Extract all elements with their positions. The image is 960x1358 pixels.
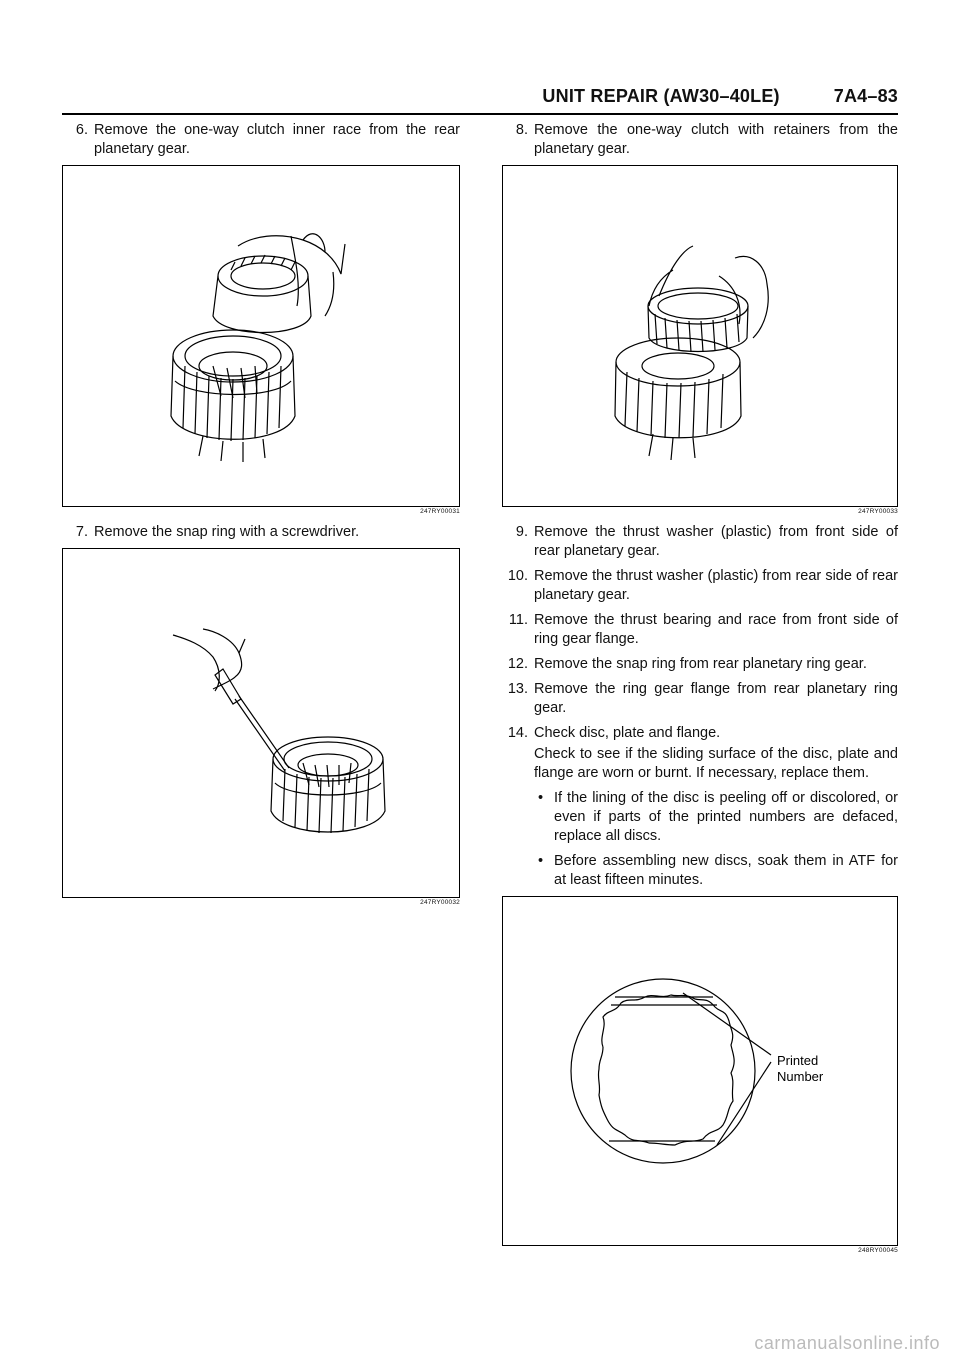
bullet-dot-icon: • xyxy=(538,853,544,869)
page-header xyxy=(62,86,898,107)
step-number: 7. xyxy=(75,524,88,540)
step-number: 13. xyxy=(507,681,528,697)
figure-code: 247RY00033 xyxy=(858,508,898,515)
bullet-item xyxy=(534,852,898,890)
figure-inner-race-removal xyxy=(62,165,460,507)
illustration-inner-race xyxy=(63,166,459,506)
figure-code: 247RY00032 xyxy=(420,899,460,906)
figure-disc-printed-number xyxy=(502,896,898,1246)
step-text: Remove the one-way clutch inner race from the rear planetary gear. xyxy=(94,122,460,157)
step-text: Remove the ring gear flange from rear planetary ring gear. xyxy=(534,681,898,716)
figure-snap-ring-removal xyxy=(62,548,460,898)
step-6 xyxy=(62,121,460,159)
figure-one-way-clutch-removal xyxy=(502,165,898,507)
step-7 xyxy=(62,523,460,542)
step-10 xyxy=(502,567,898,605)
step-12 xyxy=(502,655,898,674)
step-body xyxy=(534,724,898,890)
right-column xyxy=(502,121,898,1254)
step-9 xyxy=(502,523,898,561)
bullet-dot-icon: • xyxy=(538,790,544,806)
step-number: 12. xyxy=(507,656,528,672)
left-column xyxy=(62,121,460,906)
figure-code: 248RY00045 xyxy=(858,1247,898,1254)
step-number: 11. xyxy=(508,612,528,628)
bullet-text: Before assembling new discs, soak them in ATF for at least fifteen minutes. xyxy=(554,853,898,888)
illustration-one-way-clutch xyxy=(503,166,897,506)
figure-code: 247RY00031 xyxy=(420,508,460,515)
illustration-disc xyxy=(503,897,897,1245)
step-text: Remove the snap ring with a screwdriver. xyxy=(94,524,360,540)
section-title: UNIT REPAIR (AW30–40LE) xyxy=(542,86,780,106)
page-number: 7A4–83 xyxy=(833,86,898,106)
step-text: Remove the snap ring from rear planetary ring gear. xyxy=(534,656,867,672)
step-number: 9. xyxy=(515,524,528,540)
step-text: Check to see if the sliding surface of the disc, plate and flange are worn or burnt. If necessary, replace them. xyxy=(534,746,898,781)
step-number: 8. xyxy=(515,122,528,138)
step-title: Check disc, plate and flange. xyxy=(534,725,721,741)
step-text: Remove the thrust washer (plastic) from rear side of rear planetary gear. xyxy=(534,568,898,603)
illustration-screwdriver xyxy=(63,549,459,897)
steps-9-to-13 xyxy=(502,523,898,890)
step-number: 6. xyxy=(75,122,88,138)
bullet-item xyxy=(534,789,898,846)
step-text: Remove the thrust washer (plastic) from front side of rear planetary gear. xyxy=(534,524,898,559)
step-14 xyxy=(502,724,898,890)
step-text: Remove the thrust bearing and race from front side of ring gear flange. xyxy=(534,612,898,647)
step-13 xyxy=(502,680,898,718)
step-number: 10. xyxy=(507,568,528,584)
step-number: 14. xyxy=(507,725,528,741)
callout-label-line2: Number xyxy=(777,1069,824,1084)
bullet-text: If the lining of the disc is peeling off or discolored, or even if parts of the printed numbers are defaced, replace all discs. xyxy=(554,790,898,844)
header-rule xyxy=(62,113,898,115)
step-8 xyxy=(502,121,898,159)
callout-label-line1: Printed xyxy=(777,1053,819,1068)
step-11 xyxy=(502,611,898,649)
watermark: carmanualsonline.info xyxy=(754,1333,940,1353)
step-text: Remove the one-way clutch with retainers from the planetary gear. xyxy=(534,122,898,157)
